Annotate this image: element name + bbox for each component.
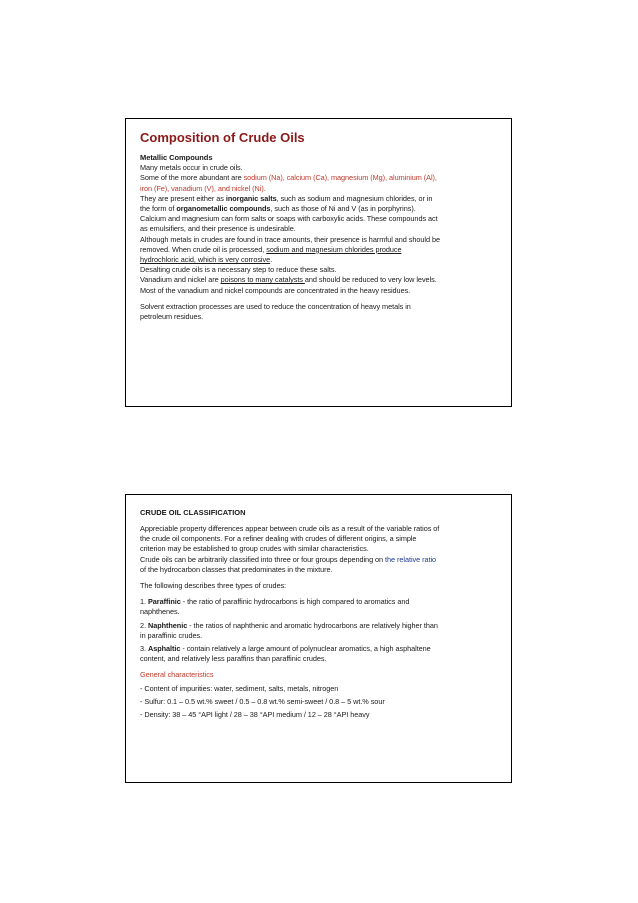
text-line: petroleum residues. [140,312,204,322]
section-heading: General characteristics [140,670,214,680]
text-line: hydrochloric acid, which is very corrosive. [140,255,273,265]
slide-title: Composition of Crude Oils [140,130,305,145]
text-line: Desalting crude oils is a necessary step to reduce these salts. [140,265,337,275]
text-line: - Density: 38 – 45 °API light / 28 – 38 °API medium / 12 – 28 °API heavy [140,710,370,720]
text-line: - Content of impurities: water, sediment, salts, metals, nitrogen [140,683,339,693]
text-line: Crude oils can be arbitrarily classified into three or four groups depending on the relative ratio [140,554,437,564]
text-line: Calcium and magnesium can form salts or soaps with carboxylic acids. These compounds act [140,214,438,224]
text-line: Most of the vanadium and nickel compounds are concentrated in the heavy residues. [140,285,411,295]
slide-composition [125,118,512,407]
text-line: of the hydrocarbon classes that predominates in the mixture. [140,564,333,574]
section-heading: Metallic Compounds [140,153,213,162]
text-line: Solvent extraction processes are used to reduce the concentration of heavy metals in [140,301,411,311]
text-line: They are present either as inorganic salts, such as sodium and magnesium chlorides, or in [140,193,433,203]
text-line: Vanadium and nickel are poisons to many catalysts and should be reduced to very low levels. [140,275,437,285]
text-line: Appreciable property differences appear between crude oils as a result of the variable ratios of [140,524,440,533]
text-line: Many metals occur in crude oils. [140,163,243,173]
text-line: The following describes three types of crudes: [140,581,287,591]
text-line: removed. When crude oil is processed, sodium and magnesium chlorides produce [140,244,402,254]
text-line: Some of the more abundant are sodium (Na), calcium (Ca), magnesium (Mg), aluminium (Al), [140,173,437,183]
text-line: 2. Naphthenic - the ratios of naphthenic and aromatic hydrocarbons are relatively higher than [140,620,438,630]
slide-title: CRUDE OIL CLASSIFICATION [140,508,246,517]
text-line: in paraffinic crudes. [140,630,203,640]
slide-classification [125,494,512,783]
text-line: the crude oil components. For a refiner dealing with crudes of different origins, a simple [140,534,417,544]
text-line: the form of organometallic compounds, such as those of Ni and V (as in porphyrins). [140,204,416,214]
text-line: 3. Asphaltic - contain relatively a large amount of polynuclear aromatics, a high asphaltene [140,644,431,654]
text-line: - Sulfur: 0.1 – 0.5 wt.% sweet / 0.5 – 0.8 wt.% semi-sweet / 0.8 – 5 wt.% sour [140,696,385,706]
text-line: Although metals in crudes are found in trace amounts, their presence is harmful and should be [140,234,440,244]
text-line: content, and relatively less paraffins than paraffinic crudes. [140,654,327,664]
text-line: 1. Paraffinic - the ratio of paraffinic hydrocarbons is high compared to aromatics and [140,597,410,607]
text-line: criterion may be established to group crudes with similar characteristics. [140,544,369,554]
text-line: as emulsifiers, and their presence is undesirable. [140,224,296,234]
text-line: iron (Fe), vanadium (V), and nickel (Ni). [140,183,266,193]
text-line: naphthenes. [140,607,180,617]
